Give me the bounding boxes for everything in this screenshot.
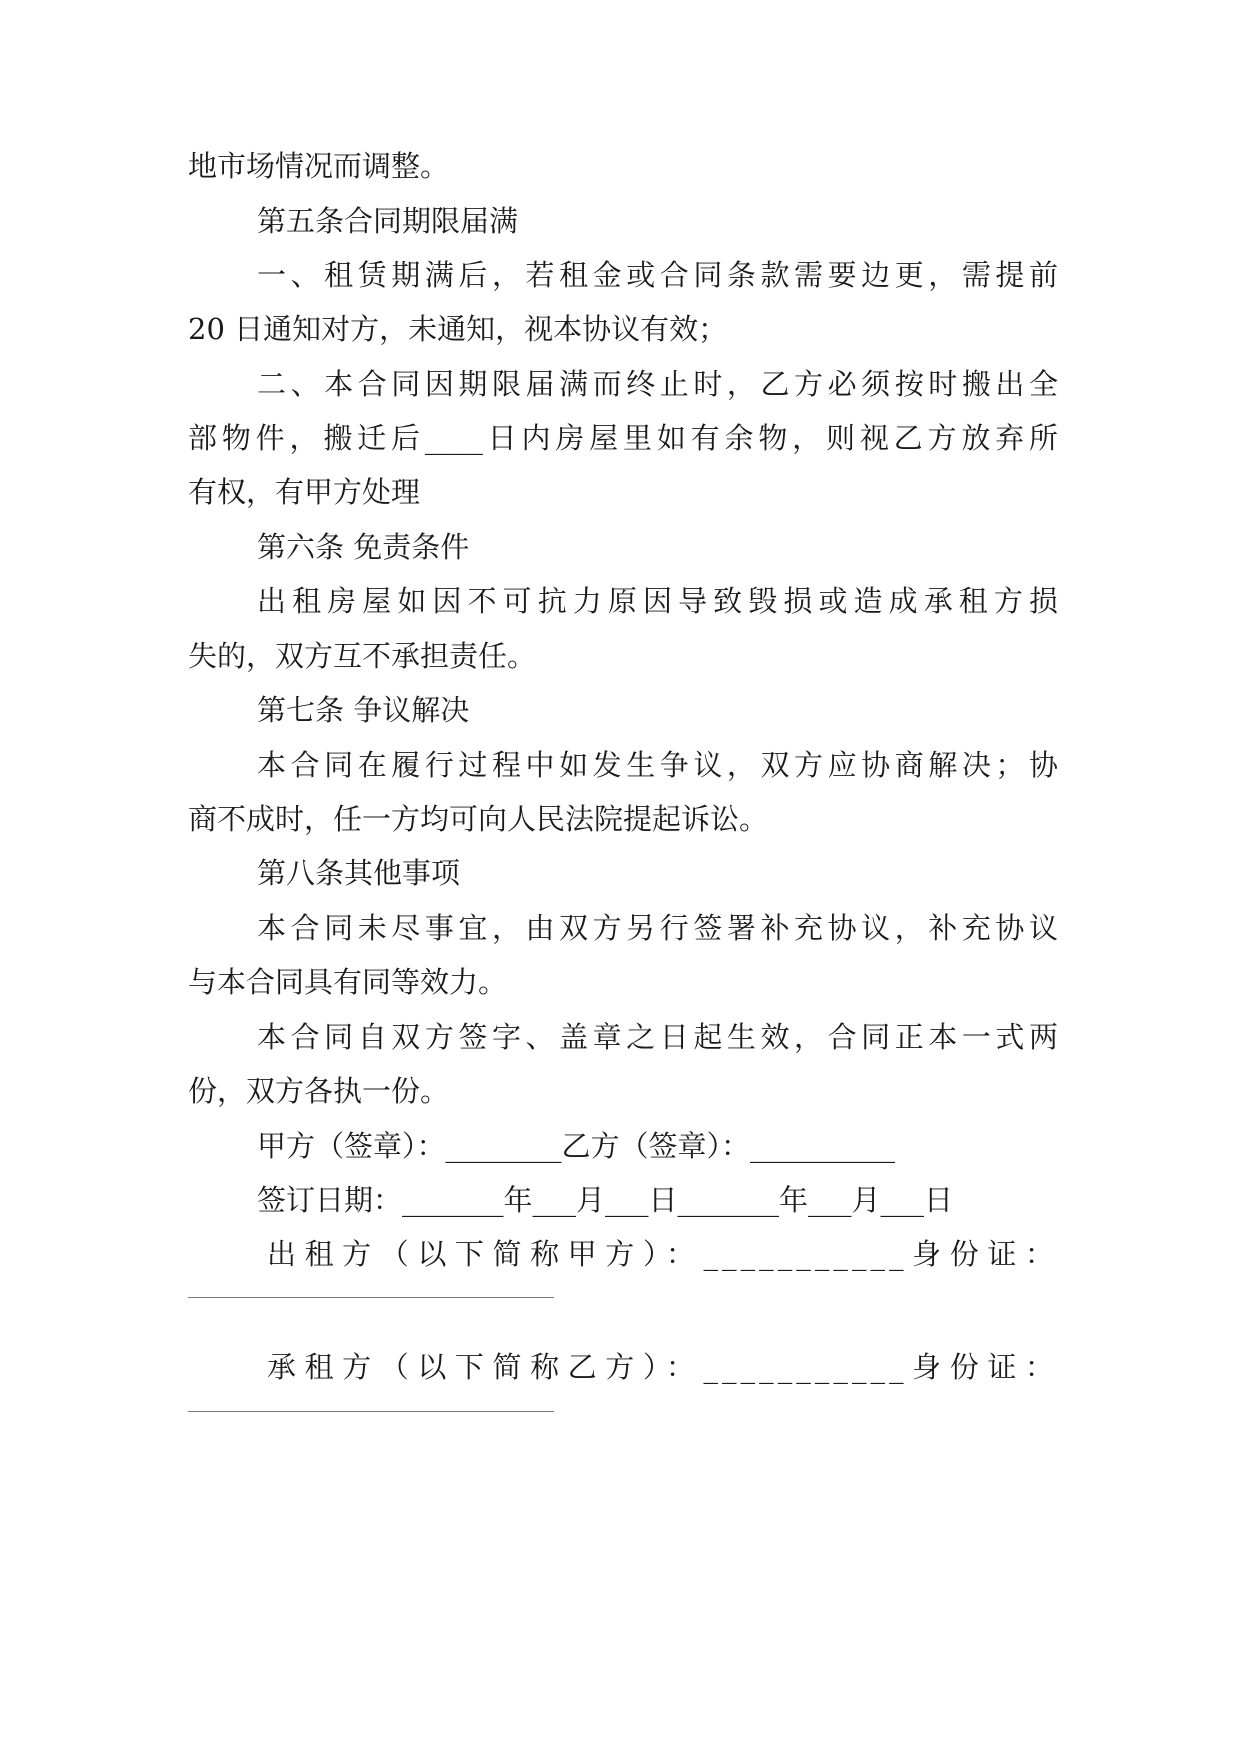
text-line-5: 二、本合同因期限届满而终止时，乙方必须按时搬出全 bbox=[257, 367, 1058, 401]
text-line-13: 商不成时，任一方均可向人民法院提起诉讼。 bbox=[188, 802, 769, 836]
clause-7-heading: 第七条 争议解决 bbox=[257, 693, 470, 727]
text-line-12: 本合同在履行过程中如发生争议，双方应协商解决；协 bbox=[257, 748, 1058, 782]
lessee-line: 承租方（以下简称乙方）：___________身份证： bbox=[267, 1350, 1058, 1384]
clause-5-heading: 第五条合同期限届满 bbox=[257, 204, 519, 238]
lessor-id-blank bbox=[188, 1297, 554, 1298]
clause-6-heading: 第六条 免责条件 bbox=[257, 530, 470, 564]
signing-date-line: 签订日期：_______年___月___日_______年___月___日 bbox=[257, 1183, 954, 1217]
clause-8-heading: 第八条其他事项 bbox=[257, 856, 461, 890]
text-line-1: 地市场情况而调整。 bbox=[188, 149, 450, 183]
text-line-15: 本合同未尽事宜，由双方另行签署补充协议，补充协议 bbox=[257, 911, 1058, 945]
text-line-10: 失的，双方互不承担责任。 bbox=[188, 639, 537, 673]
text-line-17: 本合同自双方签字、盖章之日起生效，合同正本一式两 bbox=[257, 1020, 1058, 1054]
text-line-18: 份，双方各执一份。 bbox=[188, 1074, 450, 1108]
text-line-6: 部物件，搬迁后____日内房屋里如有余物，则视乙方放弃所 bbox=[188, 421, 1058, 455]
text-line-9: 出租房屋如因不可抗力原因导致毁损或造成承租方损 bbox=[257, 584, 1058, 618]
text-line-3: 一、租赁期满后，若租金或合同条款需要边更，需提前 bbox=[257, 258, 1058, 292]
text-line-4: 20 日通知对方，未通知，视本协议有效； bbox=[188, 312, 728, 346]
signature-line: 甲方（签章）：________乙方（签章）：__________ bbox=[257, 1129, 896, 1163]
lessor-line: 出租方（以下简称甲方）：___________身份证： bbox=[267, 1237, 1058, 1271]
text-line-16: 与本合同具有同等效力。 bbox=[188, 965, 508, 999]
lessee-id-blank bbox=[188, 1411, 554, 1412]
text-line-7: 有权，有甲方处理 bbox=[188, 475, 421, 509]
